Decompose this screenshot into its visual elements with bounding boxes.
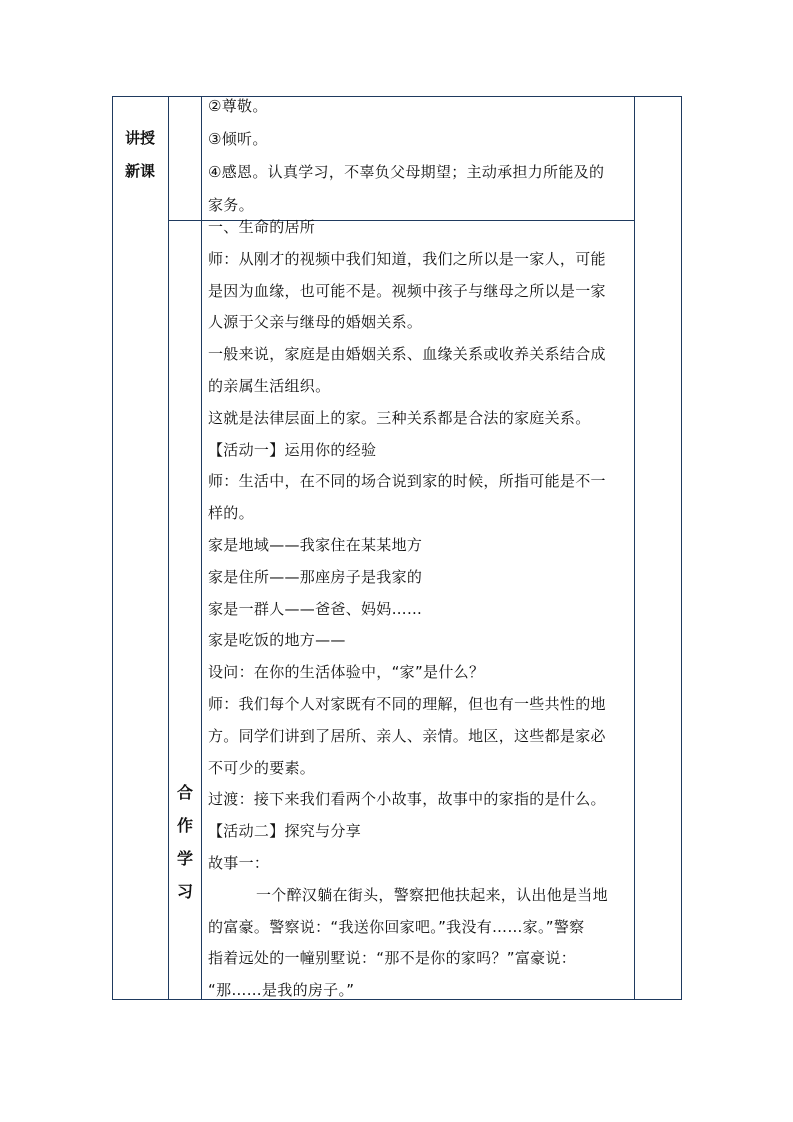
- lesson-table: [112, 96, 682, 1000]
- section-label-line: 新课: [124, 162, 155, 180]
- section-label-lecture: [112, 122, 168, 188]
- content-line: 过渡：接下来我们看两个小故事，故事中的家指的是什么。: [208, 790, 606, 809]
- content-line: 家是吃饭的地方——: [208, 631, 346, 650]
- content-line: 师：从刚才的视频中我们知道，我们之所以是一家人，可能: [208, 249, 606, 268]
- content-line: 故事一：: [208, 853, 270, 872]
- section-label-char: 作: [176, 816, 193, 835]
- content-line: 【活动二】探究与分享: [208, 822, 362, 841]
- content-line: 的亲属生活组织。: [208, 376, 331, 395]
- table-divider-2: [201, 96, 202, 1000]
- lower-content: [208, 212, 628, 1007]
- content-line: 这就是法律层面上的家。三种关系都是合法的家庭关系。: [208, 408, 591, 427]
- content-line: 【活动一】运用你的经验: [208, 440, 377, 459]
- content-line: 样的。: [208, 504, 254, 523]
- table-divider-3: [634, 96, 635, 1000]
- content-line: ②尊敬。: [208, 97, 268, 115]
- content-line: 家是一群人——爸爸、妈妈……: [208, 599, 423, 618]
- content-line: 师：我们每个人对家既有不同的理解，但也有一些共性的地: [208, 694, 606, 713]
- content-line: 师：生活中，在不同的场合说到家的时候，所指可能是不一: [208, 472, 606, 491]
- content-line: 不可少的要素。: [208, 758, 316, 777]
- upper-content: [208, 90, 628, 222]
- content-line: 设问：在你的生活体验中，“家”是什么？: [208, 663, 485, 682]
- content-line: 家务。: [208, 196, 254, 214]
- content-line: 一个醉汉躺在街头，警察把他扶起来，认出他是当地: [256, 885, 608, 904]
- content-line: 是因为血缘，也可能不是。视频中孩子与继母之所以是一家: [208, 281, 606, 300]
- content-line: “那……是我的房子。”: [208, 981, 355, 1000]
- content-line: ④感恩。认真学习，不辜负父母期望；主动承担力所能及的: [208, 163, 605, 181]
- table-border-left: [112, 96, 113, 1000]
- section-label-char: 习: [176, 882, 193, 901]
- table-border-right: [681, 96, 682, 1000]
- content-line: 家是住所——那座房子是我家的: [208, 567, 423, 586]
- content-line: 的富豪。警察说：“我送你回家吧。”我没有……家。”警察: [208, 917, 585, 936]
- content-line: 人源于父亲与继母的婚姻关系。: [208, 313, 423, 332]
- section-label-cooperative: [170, 776, 200, 908]
- table-divider-1: [168, 96, 169, 1000]
- content-line: 指着远处的一幢别墅说：“那不是你的家吗？”富豪说：: [208, 949, 577, 968]
- content-line: 方。同学们讲到了居所、亲人、亲情。地区，这些都是家必: [208, 726, 606, 745]
- content-line: 家是地域——我家住在某某地方: [208, 535, 423, 554]
- section-label-line: 讲授: [124, 129, 155, 147]
- content-line: 一般来说，家庭是由婚姻关系、血缘关系或收养关系结合成: [208, 345, 606, 364]
- section-label-char: 合: [176, 783, 193, 802]
- content-line: ③倾听。: [208, 130, 268, 148]
- content-line: 一、生命的居所: [208, 218, 316, 236]
- section-label-char: 学: [176, 849, 193, 868]
